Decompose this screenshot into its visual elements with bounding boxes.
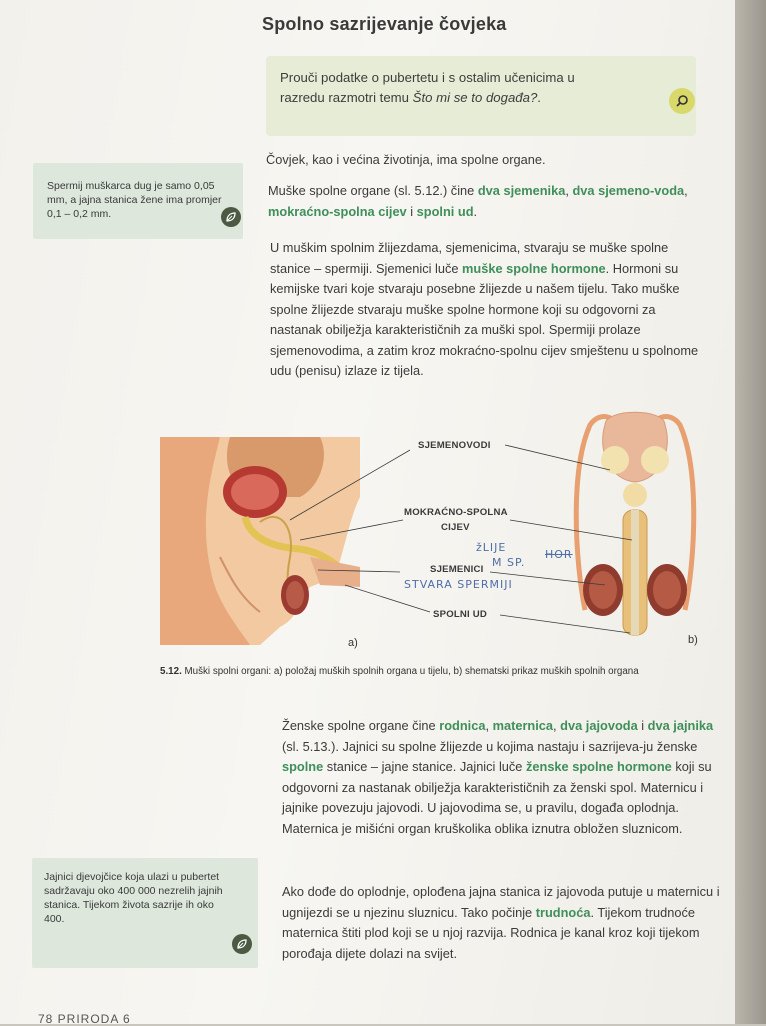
page-title: Spolno sazrijevanje čovjeka	[262, 14, 507, 34]
handwriting-note: HOR	[545, 548, 573, 561]
leaf-icon	[232, 934, 252, 954]
page-edge	[735, 0, 766, 1024]
side-note-ovary-cells	[32, 858, 258, 968]
handwriting-note: M SP.	[492, 556, 526, 569]
intro-paragraph: Čovjek, kao i većina životinja, ima spolne organe.	[266, 152, 546, 167]
panel-label-a: a)	[348, 637, 358, 649]
page-footer: 78 PRIRODA 6	[38, 1012, 131, 1026]
male-organs-paragraph: Muške spolne organe (sl. 5.12.) čine dva sjemenika, dva sjemeno-voda, mokraćno-spolna cijev i spolni ud.	[268, 183, 688, 219]
label-spolni-ud: SPOLNI UD	[433, 609, 488, 620]
female-organs-paragraph: Ženske spolne organe čine rodnica, maternica, dva jajovoda i dva jajnika (sl. 5.13.). Jajnici su spolne žlijezde u kojima nastaju i sazrijeva-ju ženske spolne stanice – jajne stanice. Jajnici luče ženske spolne hormone koji su odgovorni za nastanak obilježja karakterističnih za ženski spol. Maternicu i jajnike povezuju jajovodi. U jajovodima se, u pravilu, događa oplodnja. Maternica je mišićni organ kruškolika oblika iznutra obložen sluznicom.	[282, 718, 714, 836]
label-sjemenici: SJEMENICI	[430, 564, 484, 575]
side-note-text: Spermij muškarca dug je samo 0,05 mm, a jajna stanica žene ima promjer 0,1 – 0,2 mm.	[47, 180, 222, 220]
handwriting-note: žLIJE	[476, 541, 507, 554]
pregnancy-paragraph: Ako dođe do oplodnje, oplođena jajna stanica iz jajovoda putuje u maternicu i ugnijezdi se u njezinu sluznicu. Tako počinje trudnoća. Tijekom trudnoće maternica štiti plod koji se u njoj razvija. Rodnica je kanal kroz koji tijekom porođaja dijete dolazi na svijet.	[282, 884, 720, 961]
panel-label-b: b)	[688, 634, 698, 646]
label-cijev: CIJEV	[441, 522, 470, 533]
figure-caption: 5.12. Muški spolni organi: a) položaj muških spolnih organa u tijelu, b) shematski prikaz muških spolnih organa	[160, 666, 639, 677]
task-text: Prouči podatke o pubertetu i s ostalim učenicima u razredu razmotri temu Što mi se to događa?.	[280, 70, 575, 105]
male-cells-paragraph: U muškim spolnim žlijezdama, sjemenicima, stvaraju se muške spolne stanice – spermiji. Sjemenici luče muške spolne hormone. Hormoni su kemijske tvari koje stvaraju posebne žlijezde u našem tijelu. Tako muške spolne žlijezde stvaraju muške spolne hormone koji su odgovorni za nastanak obilježja karakterističnih za muški spol. Spermiji prolaze sjemenovodima, a zatim kroz mokraćno-spolnu cijev smještenu u spolnome udu (penisu) izlaze iz tijela.	[270, 240, 699, 378]
label-mokracno-spolna: MOKRAĆNO-SPOLNA	[404, 507, 508, 518]
side-note-text: Jajnici djevojčice koja ulazi u pubertet sadržavaju oko 400 000 nezrelih jajnih stanica. Tijekom života sazrije ih oko 400.	[44, 871, 223, 925]
label-sjemenovodi: SJEMENOVODI	[418, 440, 491, 451]
handwriting-note: STVARA SPERMIJI	[404, 578, 513, 591]
